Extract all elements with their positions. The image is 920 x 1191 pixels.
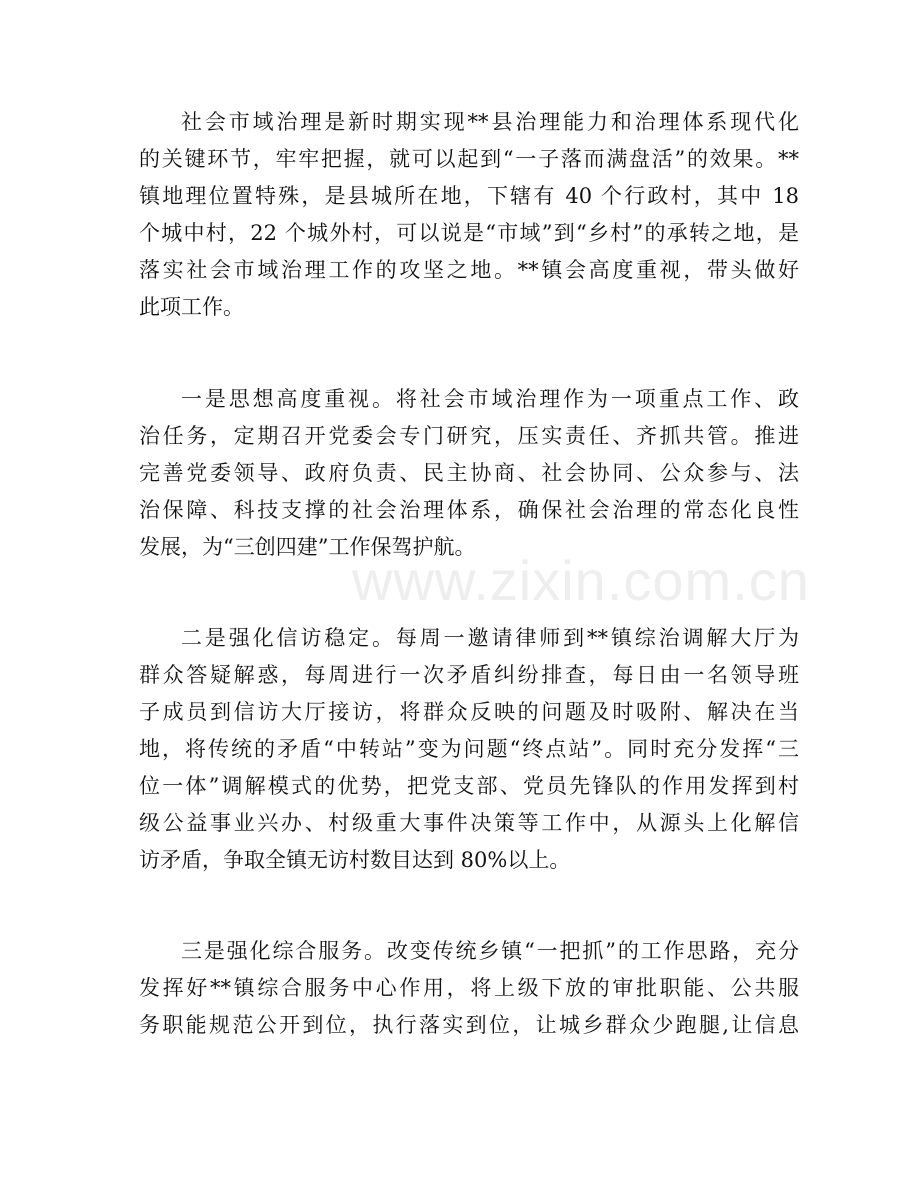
text-line: 务职能规范公开到位，执行落实到位，让城乡群众少跑腿,让信息 [139,1013,799,1037]
text-line: 地，将传统的矛盾“中转站”变为问题“终点站”。同时充分发挥“三 [139,737,799,761]
paragraph-point-three [139,933,799,1044]
text-line: 访矛盾，争取全镇无访村数目达到 80%以上。 [139,848,571,872]
text-line: 镇地理位置特殊，是县城所在地，下辖有 40 个行政村，其中 18 [139,184,799,208]
text-line: 二是强化信访稳定。每周一邀请律师到**镇综治调解大厅为 [181,626,799,650]
text-line: 级公益事业兴办、村级重大事件决策等工作中，从源头上化解信 [139,811,799,835]
text-line: 一是思想高度重视。将社会市域治理作为一项重点工作、政 [181,387,799,411]
text-line: 完善党委领导、政府负责、民主协商、社会协同、公众参与、法 [139,461,799,485]
text-line: 子成员到信访大厅接访，将群众反映的问题及时吸附、解决在当 [139,700,799,724]
text-line: 发展，为“三创四建”工作保驾护航。 [139,535,476,559]
text-line: 的关键环节，牢牢把握，就可以起到“一子落而满盘活”的效果。** [139,147,799,171]
text-line: 治保障、科技支撑的社会治理体系，确保社会治理的常态化良性 [139,498,799,522]
paragraph-point-two [139,620,799,879]
text-line: 此项工作。 [139,295,244,319]
paragraph-intro [139,104,799,326]
text-line: 三是强化综合服务。改变传统乡镇“一把抓”的工作思路，充分 [181,939,799,963]
text-line: 治任务，定期召开党委会专门研究，压实责任、齐抓共管。推进 [139,424,799,448]
text-line: 发挥好**镇综合服务中心作用，将上级下放的审批职能、公共服 [139,976,799,1000]
watermark: www.zixin.com.cn [352,549,810,612]
text-line: 群众答疑解惑，每周进行一次矛盾纠纷排查，每日由一名领导班 [139,663,799,687]
text-line: 位一体”调解模式的优势，把党支部、党员先锋队的作用发挥到村 [139,774,799,798]
text-line: 个城中村，22 个城外村，可以说是“市域”到“乡村”的承转之地，是 [139,221,799,245]
text-line: 落实社会市域治理工作的攻坚之地。**镇会高度重视，带头做好 [139,258,799,282]
paragraph-point-one [139,381,799,566]
text-line: 社会市域治理是新时期实现**县治理能力和治理体系现代化 [181,110,799,134]
